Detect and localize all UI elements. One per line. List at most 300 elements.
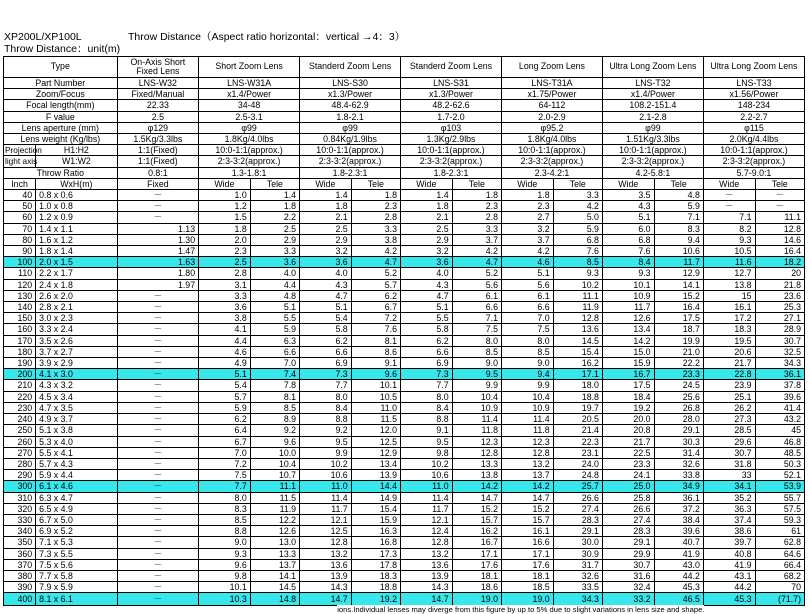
tele-cell: 9.3 bbox=[553, 268, 602, 279]
tele-cell: 8.1 bbox=[250, 391, 299, 402]
tele-cell: 10.0 bbox=[250, 447, 299, 458]
spec-cell: x1.3/Power bbox=[300, 89, 401, 100]
tele-cell: 4.8 bbox=[654, 190, 703, 201]
wide-cell: － bbox=[703, 190, 755, 201]
column-header-row bbox=[4, 178, 805, 189]
tele-cell: 27.1 bbox=[755, 313, 804, 324]
tele-cell: 28.9 bbox=[755, 324, 804, 335]
wide-cell: 7.5 bbox=[199, 470, 251, 481]
table-row bbox=[4, 503, 805, 514]
wide-cell: 5.1 bbox=[401, 302, 453, 313]
wide-cell: 13.2 bbox=[300, 548, 352, 559]
wide-cell: 6.2 bbox=[300, 335, 352, 346]
tele-cell: 34.9 bbox=[654, 481, 703, 492]
tele-cell: 4.8 bbox=[250, 290, 299, 301]
wide-cell: 16.7 bbox=[602, 369, 654, 380]
wide-cell: 13.8 bbox=[703, 279, 755, 290]
size-cell: 6.3 x 4.7 bbox=[36, 492, 117, 503]
tele-cell: 43.2 bbox=[755, 414, 804, 425]
tele-header: Tele bbox=[553, 178, 602, 189]
tele-cell: 2.8 bbox=[351, 212, 400, 223]
inch-cell: 90 bbox=[4, 246, 36, 257]
fixed-cell: － bbox=[117, 402, 198, 413]
wide-cell: 13.7 bbox=[501, 470, 553, 481]
wide-header: Wide bbox=[401, 178, 453, 189]
spec-section bbox=[4, 57, 805, 190]
wide-cell: 6.4 bbox=[199, 425, 251, 436]
wide-cell: 4.3 bbox=[401, 279, 453, 290]
tele-cell: 12.9 bbox=[351, 447, 400, 458]
wide-cell: 9.2 bbox=[300, 425, 352, 436]
tele-cell: 13.7 bbox=[250, 559, 299, 570]
wide-cell: － bbox=[703, 201, 755, 212]
tele-cell: 11.7 bbox=[654, 257, 703, 268]
wide-cell: 5.4 bbox=[300, 313, 352, 324]
inch-cell: 380 bbox=[4, 570, 36, 581]
tele-cell: 14.1 bbox=[250, 570, 299, 581]
table-row bbox=[4, 391, 805, 402]
wide-cell: 9.5 bbox=[300, 436, 352, 447]
table-row bbox=[4, 234, 805, 245]
spec-cell: 108.2-151.4 bbox=[602, 100, 703, 111]
wide-cell: 37.4 bbox=[703, 514, 755, 525]
spec-cell: 1.8Kg/4.0lbs bbox=[501, 134, 602, 145]
wide-cell: 12.3 bbox=[501, 436, 553, 447]
tele-cell: 3.3 bbox=[553, 190, 602, 201]
projection-axis-label: light axis bbox=[5, 156, 38, 167]
spec-cell: LNS-T33 bbox=[703, 78, 804, 89]
wide-cell: 1.5 bbox=[199, 212, 251, 223]
size-cell: 7.1 x 5.3 bbox=[36, 537, 117, 548]
table-row bbox=[4, 335, 805, 346]
wide-cell: 11.7 bbox=[602, 302, 654, 313]
spec-cell: 34-48 bbox=[199, 100, 300, 111]
wide-cell: 18.5 bbox=[501, 582, 553, 593]
wide-cell: 12.7 bbox=[703, 268, 755, 279]
wide-cell: 44.2 bbox=[703, 582, 755, 593]
tele-cell: 4.2 bbox=[351, 246, 400, 257]
tele-cell: 41.4 bbox=[755, 402, 804, 413]
size-cell: 7.3 x 5.5 bbox=[36, 548, 117, 559]
tele-cell: 2.8 bbox=[452, 212, 501, 223]
tele-cell: 9.6 bbox=[351, 369, 400, 380]
tele-cell: 5.0 bbox=[553, 212, 602, 223]
inch-cell: 160 bbox=[4, 324, 36, 335]
tele-cell: 11.8 bbox=[452, 425, 501, 436]
wide-cell: 1.4 bbox=[401, 190, 453, 201]
spec-cell: 1.3Kg/2.9lbs bbox=[401, 134, 502, 145]
tele-cell: － bbox=[755, 190, 804, 201]
tele-cell: 8.1 bbox=[351, 335, 400, 346]
wide-cell: 35.2 bbox=[703, 492, 755, 503]
wide-cell: 15.0 bbox=[602, 346, 654, 357]
tele-cell: 8.5 bbox=[452, 346, 501, 357]
projection-axis-label: Projection bbox=[5, 145, 42, 156]
tele-cell: 4.7 bbox=[351, 257, 400, 268]
fixed-cell: － bbox=[117, 447, 198, 458]
throw-distance-table bbox=[3, 56, 805, 606]
lens-aperture-row bbox=[4, 122, 805, 133]
wide-cell: 14.3 bbox=[300, 582, 352, 593]
inch-cell: 200 bbox=[4, 369, 36, 380]
tele-cell: 9.1 bbox=[351, 358, 400, 369]
size-cell: 4.1 x 3.0 bbox=[36, 369, 117, 380]
wide-cell: 10.1 bbox=[199, 582, 251, 593]
tele-cell: 38.4 bbox=[654, 514, 703, 525]
wide-cell: 20.0 bbox=[602, 414, 654, 425]
tele-cell: 12.0 bbox=[351, 425, 400, 436]
tele-header: Tele bbox=[250, 178, 299, 189]
wide-cell: 29.1 bbox=[602, 537, 654, 548]
inch-cell: 110 bbox=[4, 268, 36, 279]
wide-cell: 17.5 bbox=[602, 380, 654, 391]
tele-cell: 13.0 bbox=[250, 537, 299, 548]
table-row bbox=[4, 481, 805, 492]
spec-cell: LNS-T32 bbox=[602, 78, 703, 89]
tele-cell: 9.2 bbox=[250, 425, 299, 436]
wide-cell: 31.8 bbox=[703, 458, 755, 469]
tele-cell: 59.3 bbox=[755, 514, 804, 525]
fixed-cell: － bbox=[117, 391, 198, 402]
wide-cell: 8.0 bbox=[501, 335, 553, 346]
wide-cell: 12.4 bbox=[401, 526, 453, 537]
tele-cell: 44.2 bbox=[654, 570, 703, 581]
wide-header: Wide bbox=[602, 178, 654, 189]
spec-cell: 1.51Kg/3.3lbs bbox=[602, 134, 703, 145]
projection-ratio-label: W1:W2 bbox=[36, 156, 117, 167]
tele-cell: 53.9 bbox=[755, 481, 804, 492]
tele-cell: 17.5 bbox=[654, 313, 703, 324]
tele-cell: 28.3 bbox=[553, 514, 602, 525]
wide-cell: 3.6 bbox=[401, 257, 453, 268]
inch-cell: 120 bbox=[4, 279, 36, 290]
tele-cell: 18.3 bbox=[351, 570, 400, 581]
tele-cell: 6.2 bbox=[351, 290, 400, 301]
wide-cell: 15.9 bbox=[602, 358, 654, 369]
tele-cell: 57.5 bbox=[755, 503, 804, 514]
tele-cell: 16.3 bbox=[351, 526, 400, 537]
wide-cell: 4.6 bbox=[199, 346, 251, 357]
table-row bbox=[4, 436, 805, 447]
size-cell: 4.7 x 3.5 bbox=[36, 402, 117, 413]
inch-cell: 370 bbox=[4, 559, 36, 570]
tele-cell: 9.9 bbox=[452, 380, 501, 391]
wide-cell: 11.7 bbox=[300, 503, 352, 514]
tele-cell: 1.4 bbox=[250, 190, 299, 201]
wide-cell: 11.8 bbox=[501, 425, 553, 436]
spec-cell: Ultra Long Zoom Lens bbox=[703, 57, 804, 78]
wide-cell: 11.4 bbox=[401, 492, 453, 503]
wide-cell: 1.8 bbox=[501, 190, 553, 201]
size-cell: 6.9 x 5.2 bbox=[36, 526, 117, 537]
size-cell: 1.0 x 0.8 bbox=[36, 201, 117, 212]
tele-cell: 8.5 bbox=[553, 257, 602, 268]
wide-cell: 4.4 bbox=[199, 335, 251, 346]
wide-cell: 8.4 bbox=[401, 402, 453, 413]
fixed-cell: － bbox=[117, 346, 198, 357]
wide-cell: 16.1 bbox=[501, 526, 553, 537]
wide-cell: 2.5 bbox=[401, 223, 453, 234]
tele-cell: 13.4 bbox=[351, 458, 400, 469]
spec-cell: x1.4/Power bbox=[199, 89, 300, 100]
inch-cell: 310 bbox=[4, 492, 36, 503]
wide-cell: 2.9 bbox=[300, 234, 352, 245]
wide-cell: 33.2 bbox=[602, 593, 654, 606]
wide-cell: 3.3 bbox=[199, 290, 251, 301]
spec-cell: Standerd Zoom Lens bbox=[401, 57, 502, 78]
tele-cell: 11.4 bbox=[452, 414, 501, 425]
tele-cell: 24.5 bbox=[654, 380, 703, 391]
spec-cell: 10:0-1:1(approx.) bbox=[300, 145, 401, 156]
tele-cell: 5.9 bbox=[553, 223, 602, 234]
tele-cell: 13.8 bbox=[452, 470, 501, 481]
wide-header: Wide bbox=[300, 178, 352, 189]
tele-cell: 17.3 bbox=[351, 548, 400, 559]
tele-cell: (71.7) bbox=[755, 593, 804, 606]
projection-ratio-label: H1:H2 bbox=[36, 145, 117, 156]
wide-cell: 8.0 bbox=[199, 492, 251, 503]
table-row bbox=[4, 402, 805, 413]
f-value-row bbox=[4, 111, 805, 122]
wide-cell: 2.5 bbox=[300, 223, 352, 234]
fixed-cell: － bbox=[117, 335, 198, 346]
tele-cell: 14.7 bbox=[452, 492, 501, 503]
tele-cell: 9.6 bbox=[250, 436, 299, 447]
wide-cell: 4.9 bbox=[199, 358, 251, 369]
table-row bbox=[4, 201, 805, 212]
tele-cell: 10.1 bbox=[351, 380, 400, 391]
wide-cell: 6.9 bbox=[401, 358, 453, 369]
tele-cell: 48.5 bbox=[755, 447, 804, 458]
spec-cell: 1:1(Fixed) bbox=[117, 145, 198, 156]
table-row bbox=[4, 514, 805, 525]
inch-cell: 60 bbox=[4, 212, 36, 223]
tele-cell: 18.1 bbox=[452, 570, 501, 581]
wide-cell: 17.6 bbox=[501, 559, 553, 570]
table-row bbox=[4, 279, 805, 290]
spec-cell: φ115 bbox=[703, 122, 804, 133]
wide-cell: 30.7 bbox=[602, 559, 654, 570]
tele-cell: 19.7 bbox=[553, 402, 602, 413]
wide-header: Wide bbox=[703, 178, 755, 189]
fixed-cell: － bbox=[117, 570, 198, 581]
wide-cell: 10.6 bbox=[300, 470, 352, 481]
tele-cell: 2.3 bbox=[351, 201, 400, 212]
fixed-cell: － bbox=[117, 470, 198, 481]
inch-cell: 220 bbox=[4, 391, 36, 402]
tele-cell: 32.6 bbox=[654, 458, 703, 469]
tele-cell: 34.3 bbox=[755, 358, 804, 369]
fixed-cell: － bbox=[117, 503, 198, 514]
tele-cell: 10.4 bbox=[250, 458, 299, 469]
lens-aperture-row-label: Lens aperture (mm) bbox=[4, 122, 118, 133]
wide-cell: 3.8 bbox=[199, 313, 251, 324]
inch-cell: 400 bbox=[4, 593, 36, 606]
fixed-cell: － bbox=[117, 593, 198, 606]
spec-cell: Standerd Zoom Lens bbox=[300, 57, 401, 78]
wide-cell: 23.3 bbox=[602, 458, 654, 469]
wide-cell: 6.2 bbox=[401, 335, 453, 346]
spec-cell: 2.3-4.2:1 bbox=[501, 167, 602, 178]
spec-cell: 148-234 bbox=[703, 100, 804, 111]
wide-cell: 5.6 bbox=[501, 279, 553, 290]
tele-cell: 8.9 bbox=[250, 414, 299, 425]
table-row bbox=[4, 324, 805, 335]
wide-cell: 7.0 bbox=[501, 313, 553, 324]
tele-cell: 14.4 bbox=[351, 481, 400, 492]
zoom-focus-row-label: Zoom/Focus bbox=[4, 89, 118, 100]
inch-cell: 170 bbox=[4, 335, 36, 346]
wide-cell: 10.2 bbox=[401, 458, 453, 469]
wide-cell: 7.0 bbox=[199, 447, 251, 458]
wide-cell: 4.6 bbox=[501, 257, 553, 268]
tele-cell: 46.8 bbox=[755, 436, 804, 447]
size-cell: 6.1 x 4.6 bbox=[36, 481, 117, 492]
table-row bbox=[4, 358, 805, 369]
table-row bbox=[4, 548, 805, 559]
wide-cell: 10.3 bbox=[199, 593, 251, 606]
wide-cell: 15 bbox=[703, 290, 755, 301]
wide-cell: 29.9 bbox=[602, 548, 654, 559]
wide-cell: 14.7 bbox=[300, 593, 352, 606]
tele-cell: 18.8 bbox=[553, 391, 602, 402]
tele-cell: 25.3 bbox=[755, 302, 804, 313]
inch-cell: 280 bbox=[4, 458, 36, 469]
size-cell: 1.6 x 1.2 bbox=[36, 234, 117, 245]
size-cell: 5.1 x 3.8 bbox=[36, 425, 117, 436]
tele-cell: 22.2 bbox=[654, 358, 703, 369]
wide-cell: 5.1 bbox=[199, 369, 251, 380]
spec-cell: x1.56/Power bbox=[703, 89, 804, 100]
tele-cell: 68.2 bbox=[755, 570, 804, 581]
table-row bbox=[4, 346, 805, 357]
wide-cell: 9.3 bbox=[703, 234, 755, 245]
tele-cell: 3.7 bbox=[452, 234, 501, 245]
size-cell: 1.8 x 1.4 bbox=[36, 246, 117, 257]
tele-cell: 12.9 bbox=[654, 268, 703, 279]
wide-cell: 41.9 bbox=[703, 559, 755, 570]
tele-cell: 45 bbox=[755, 425, 804, 436]
tele-cell: 15.9 bbox=[351, 514, 400, 525]
wide-header: Wide bbox=[501, 178, 553, 189]
wide-cell: 13.2 bbox=[501, 458, 553, 469]
tele-cell: 20.5 bbox=[553, 414, 602, 425]
tele-cell: 40.7 bbox=[654, 537, 703, 548]
wide-cell: 10.6 bbox=[401, 470, 453, 481]
fixed-cell: － bbox=[117, 380, 198, 391]
tele-cell: 14.5 bbox=[250, 582, 299, 593]
tele-header: Tele bbox=[654, 178, 703, 189]
projection-axis-h-row bbox=[4, 145, 805, 156]
wide-cell: 5.8 bbox=[401, 324, 453, 335]
spec-cell: 0.8:1 bbox=[117, 167, 198, 178]
tele-cell: 14.5 bbox=[553, 335, 602, 346]
wide-cell: 5.8 bbox=[300, 324, 352, 335]
size-cell: 7.7 x 5.8 bbox=[36, 570, 117, 581]
tele-cell: 10.7 bbox=[250, 470, 299, 481]
size-cell: 2.4 x 1.8 bbox=[36, 279, 117, 290]
fixed-cell: － bbox=[117, 582, 198, 593]
wide-cell: 26.6 bbox=[602, 503, 654, 514]
tele-cell: 26.6 bbox=[553, 492, 602, 503]
wide-cell: 7.5 bbox=[501, 324, 553, 335]
wide-cell: 10.4 bbox=[501, 391, 553, 402]
wide-cell: 7.3 bbox=[401, 369, 453, 380]
tele-cell: 5.1 bbox=[250, 302, 299, 313]
size-cell: 0.8 x 0.6 bbox=[36, 190, 117, 201]
tele-cell: 52.1 bbox=[755, 470, 804, 481]
wide-cell: 28.3 bbox=[602, 526, 654, 537]
tele-cell: 19.2 bbox=[351, 593, 400, 606]
wide-cell: 1.8 bbox=[300, 201, 352, 212]
tele-cell: 15.4 bbox=[351, 503, 400, 514]
tele-cell: 24.0 bbox=[553, 458, 602, 469]
wide-cell: 38.6 bbox=[703, 526, 755, 537]
wide-cell: 6.7 bbox=[199, 436, 251, 447]
tele-cell: 30.7 bbox=[755, 335, 804, 346]
table-row bbox=[4, 369, 805, 380]
wide-cell: 2.1 bbox=[300, 212, 352, 223]
fixed-cell: － bbox=[117, 324, 198, 335]
tele-cell: 11.0 bbox=[351, 402, 400, 413]
tele-cell: 17.8 bbox=[351, 559, 400, 570]
tele-cell: 27.4 bbox=[553, 503, 602, 514]
tele-cell: 16.2 bbox=[553, 358, 602, 369]
tele-cell: 23.6 bbox=[755, 290, 804, 301]
spec-cell: φ99 bbox=[199, 122, 300, 133]
spec-cell: φ99 bbox=[602, 122, 703, 133]
wide-cell: 4.1 bbox=[199, 324, 251, 335]
size-cell: 2.6 x 2.0 bbox=[36, 290, 117, 301]
fixed-cell: 1.47 bbox=[117, 246, 198, 257]
spec-cell: 2:3-3:2(approx.) bbox=[300, 156, 401, 167]
inch-cell: 250 bbox=[4, 425, 36, 436]
projection-axis-w-row bbox=[4, 156, 805, 167]
tele-cell: 14.1 bbox=[654, 279, 703, 290]
tele-cell: 4.2 bbox=[553, 201, 602, 212]
tele-cell: 4.2 bbox=[452, 246, 501, 257]
wide-cell: 14.7 bbox=[501, 492, 553, 503]
tele-cell: 23.3 bbox=[654, 369, 703, 380]
wide-cell: 8.0 bbox=[300, 391, 352, 402]
tele-cell: 70 bbox=[755, 582, 804, 593]
tele-cell: 37.2 bbox=[654, 503, 703, 514]
wide-cell: 36.3 bbox=[703, 503, 755, 514]
tele-cell: 12.3 bbox=[452, 436, 501, 447]
spec-cell: 2.5-3.1 bbox=[199, 111, 300, 122]
wide-cell: 14.7 bbox=[401, 593, 453, 606]
wide-cell: 5.1 bbox=[300, 302, 352, 313]
spec-cell: 10:0-1:1(approx.) bbox=[199, 145, 300, 156]
wide-cell: 2.7 bbox=[501, 212, 553, 223]
size-cell: 6.7 x 5.0 bbox=[36, 514, 117, 525]
fixed-cell: 1.30 bbox=[117, 234, 198, 245]
tele-cell: 21.0 bbox=[654, 346, 703, 357]
fixed-cell: 1.13 bbox=[117, 223, 198, 234]
wide-cell: 5.1 bbox=[501, 268, 553, 279]
spec-cell: 2:3-3:2(approx.) bbox=[703, 156, 804, 167]
wide-cell: 16.6 bbox=[501, 537, 553, 548]
tele-cell: 23.1 bbox=[553, 447, 602, 458]
tele-cell: 3.6 bbox=[250, 257, 299, 268]
tele-cell: 55.7 bbox=[755, 492, 804, 503]
wide-cell: 9.3 bbox=[199, 548, 251, 559]
wide-cell: 3.2 bbox=[300, 246, 352, 257]
table-row bbox=[4, 268, 805, 279]
wide-cell: 5.5 bbox=[401, 313, 453, 324]
wide-cell: 18.4 bbox=[602, 391, 654, 402]
spec-cell: On-Axis Short Fixed Lens bbox=[117, 57, 198, 78]
